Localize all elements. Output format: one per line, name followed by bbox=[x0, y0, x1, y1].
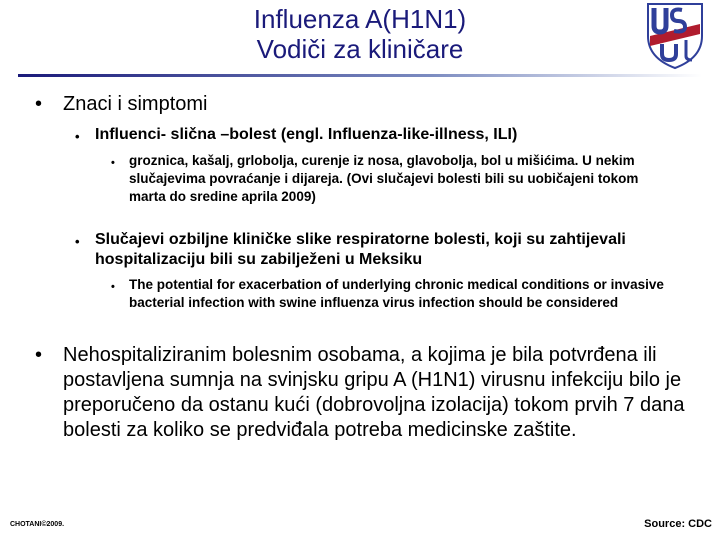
slide-title bbox=[130, 4, 590, 64]
bullet-text: Nehospitaliziranim bolesnim osobama, a kojima je bila potvrđena ili postavljena sumnja na svinjsku gripu A (H1N1) virusnu infekciju bilo je preporučeno da ostanu kući (dobrovoljna izolacija) tokom prvih 7 dana bolesti za koliko se predviđala potreba medicinske zaštite. bbox=[63, 344, 685, 441]
source-footer: Source: CDC bbox=[644, 518, 712, 530]
sub-bullet-ili bbox=[75, 125, 675, 145]
usu-logo bbox=[640, 0, 710, 70]
bullet-home-isolation bbox=[35, 343, 695, 443]
detail-symptoms bbox=[111, 152, 671, 206]
title-line-1: Influenza A(H1N1) bbox=[253, 4, 467, 34]
bullet-dot: • bbox=[35, 344, 43, 366]
title-line-2: Vodiči za kliničare bbox=[256, 34, 464, 64]
bullet-text: Znaci i simptomi bbox=[63, 93, 208, 115]
bullet-dot: • bbox=[75, 234, 80, 249]
sub-bullet-text: Influenci- slična –bolest (engl. Influenza-like-illness, ILI) bbox=[95, 126, 518, 143]
bullet-dot: • bbox=[111, 157, 115, 169]
sub-bullet-text: Slučajevi ozbiljne kliničke slike respiratorne bolesti, koji su zahtijevali hospitalizaciju bili su zabilježeni u Meksiku bbox=[95, 231, 626, 268]
bullet-dot: • bbox=[75, 129, 80, 144]
bullet-signs-symptoms bbox=[35, 92, 695, 117]
detail-exacerbation bbox=[111, 276, 671, 312]
bullet-dot: • bbox=[35, 93, 43, 115]
detail-text: The potential for exacerbation of underlying chronic medical conditions or invasive bacterial infection with swine influenza virus infection should be considered bbox=[129, 277, 664, 310]
detail-text: groznica, kašalj, grlobolja, curenje iz nosa, glavobolja, bol u mišićima. U nekim slučajevima povraćanje i dijareja. (Ovi slučajevi bolesti bili su uobičajeni tokom marta do sredine aprila 2009) bbox=[129, 153, 639, 204]
bullet-dot: • bbox=[111, 281, 115, 293]
copyright-footer: CHOTANI©2009. bbox=[10, 521, 65, 528]
title-divider bbox=[18, 74, 702, 77]
usu-logo-icon bbox=[640, 0, 710, 70]
sub-bullet-severe-cases bbox=[75, 230, 675, 270]
